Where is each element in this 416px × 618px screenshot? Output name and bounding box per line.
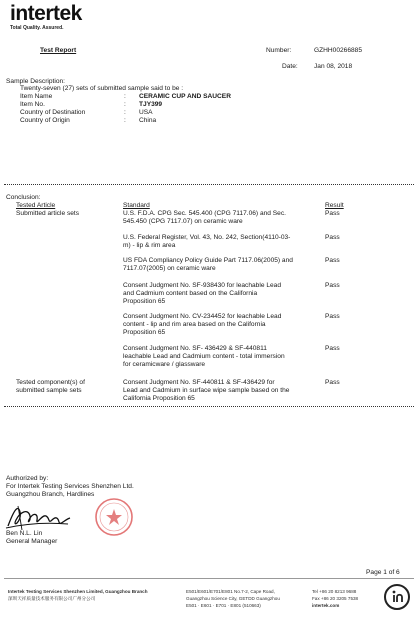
footer-address-3: E501 · E601 · E701 · E801 (510663)	[186, 603, 261, 608]
standard-cell	[123, 234, 318, 250]
result-cell: Pass	[325, 257, 340, 264]
standard-cell	[123, 210, 318, 226]
result-cell: Pass	[325, 234, 340, 241]
authorized-branch: Guangzhou Branch, Hardlines	[6, 491, 95, 498]
sample-colon: :	[124, 101, 126, 108]
authorized-company: For Intertek Testing Services Shenzhen Ltd.	[6, 483, 134, 490]
footer-company-en: Intertek Testing Services Shenzhen Limited, Guangzhou Branch	[8, 589, 148, 594]
footer-web: intertek.com	[312, 603, 340, 608]
column-header-result: Result	[325, 202, 344, 209]
standard-line: Proposition 65	[123, 329, 166, 336]
authorized-by: Authorized by:	[6, 475, 49, 482]
standard-line: Consent Judgment No. SF- 436429 & SF-440811	[123, 345, 267, 352]
footer-company-cn: 深圳天祥质量技术服务有限公司广州分公司	[8, 596, 96, 601]
number-label: Number:	[266, 47, 292, 54]
brand-tagline: Total Quality. Assured.	[10, 25, 64, 31]
sample-value-destination: USA	[139, 109, 153, 116]
standard-cell	[123, 345, 318, 369]
column-header-article: Tested Article	[16, 202, 56, 209]
sample-colon: :	[124, 117, 126, 124]
result-cell: Pass	[325, 210, 340, 217]
standard-line: Consent Judgment No. SF-938430 for leachable Lead	[123, 282, 281, 289]
standard-cell	[123, 282, 318, 306]
standard-line: California Proposition 65	[123, 395, 195, 402]
standard-line: m) - lip & rim area	[123, 242, 176, 249]
sample-value-item-no: TJY399	[139, 101, 163, 108]
standard-cell	[123, 257, 318, 273]
brand-logo: intertek	[10, 2, 82, 25]
standard-line: 7117.07(2005) on ceramic ware	[123, 265, 216, 272]
standard-line: for ceramicware / glassware	[123, 361, 206, 368]
sample-label-origin: Country of Origin	[20, 117, 70, 124]
tested-article-2-line1: Tested component(s) of	[16, 379, 85, 386]
standard-cell	[123, 379, 318, 403]
tested-article-1: Submitted article sets	[16, 210, 80, 217]
sample-value-origin: China	[139, 117, 157, 124]
standard-line: content - lip and rim area based on the California	[123, 321, 266, 328]
footer-tel: Tel +86 20 8213 9688	[312, 589, 357, 594]
sample-label-item-no: Item No.	[20, 101, 45, 108]
company-seal-icon	[94, 497, 134, 537]
standard-line: Proposition 65	[123, 298, 166, 305]
standard-line: 545.450 (CPG 7117.07) on ceramic ware	[123, 218, 243, 225]
date-label: Date:	[282, 63, 298, 70]
sample-colon: :	[124, 109, 126, 116]
signatory-name: Ben N.L. Lin	[6, 530, 43, 537]
standard-line: Consent Judgment No. SF-440811 & SF-436429 for	[123, 379, 275, 386]
result-cell: Pass	[325, 379, 340, 386]
standard-line: leachable Lead and Cadmium content - total immersion	[123, 353, 285, 360]
standard-line: Consent Judgment No. CV-234452 for leachable Lead	[123, 313, 282, 320]
dotted-divider	[4, 406, 414, 407]
standard-line: U.S. F.D.A. CPG Sec. 545.400 (CPG 7117.06) and Sec.	[123, 210, 286, 217]
standard-line: Lead and Cadmium in surface wipe sample based on the	[123, 387, 290, 394]
sample-intro: Twenty-seven (27) sets of submitted sample said to be :	[20, 85, 184, 92]
footer-address-2: Guangzhou Science City, GETDD Guangzhou	[186, 596, 280, 601]
result-cell: Pass	[325, 345, 340, 352]
sample-label-item-name: Item Name	[20, 93, 53, 100]
conclusion-heading: Conclusion:	[6, 194, 41, 201]
report-title: Test Report	[40, 47, 77, 54]
standard-line: US FDA Compliancy Policy Guide Part 7117.06(2005) and	[123, 257, 293, 264]
standard-line: U.S. Federal Register, Vol. 43, No. 242, Section(4110-03-	[123, 234, 291, 241]
intertek-circle-logo-icon	[384, 584, 410, 610]
result-cell: Pass	[325, 282, 340, 289]
standard-cell	[123, 313, 318, 337]
signatory-title: General Manager	[6, 538, 58, 545]
sample-colon: :	[124, 93, 126, 100]
column-header-standard: Standard	[123, 202, 150, 209]
sample-value-item-name: CERAMIC CUP AND SAUCER	[139, 93, 231, 100]
sample-heading: Sample Description:	[6, 78, 66, 85]
result-cell: Pass	[325, 313, 340, 320]
sample-label-destination: Country of Destination	[20, 109, 86, 116]
footer-address-1: E501/E601/E701/E801 No.7-2, Cape Road,	[186, 589, 275, 594]
footer-rule	[4, 578, 414, 579]
tested-article-2-line2: submitted sample sets	[16, 387, 82, 394]
signature-icon	[4, 500, 74, 534]
number-value: GZHH00266885	[314, 47, 363, 54]
page-number: Page 1 of 6	[366, 569, 400, 576]
dotted-divider	[4, 184, 414, 185]
footer-fax: Fax +86 20 3205 7538	[312, 596, 359, 601]
standard-line: and Cadmium content based on the California	[123, 290, 258, 297]
date-value: Jan 08, 2018	[314, 63, 353, 70]
